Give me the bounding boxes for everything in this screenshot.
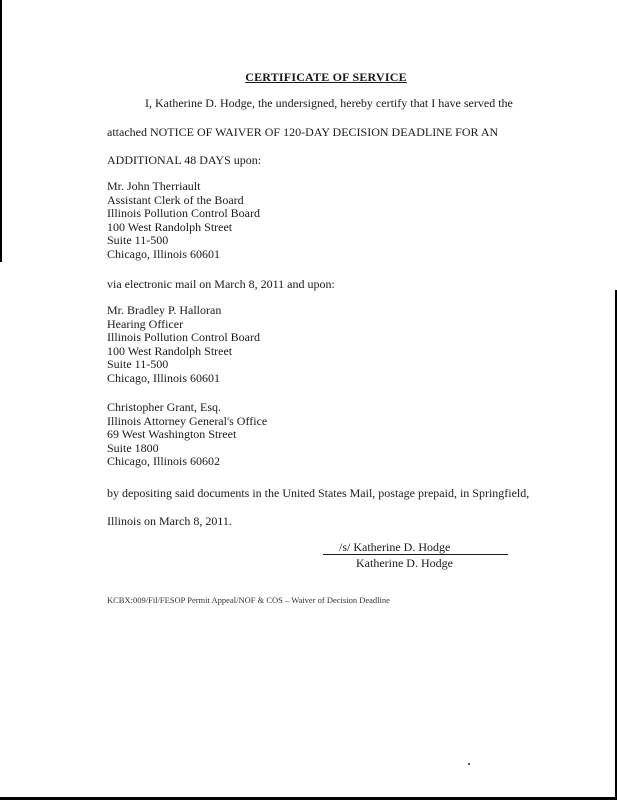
signer-name: Katherine D. Hodge — [356, 556, 453, 570]
address-line: Mr. Bradley P. Halloran — [107, 303, 222, 317]
recipient-address-1 — [107, 180, 260, 262]
address-line: Illinois Pollution Control Board — [107, 330, 261, 345]
address-line: Illinois Attorney General's Office — [107, 413, 268, 428]
address-line: Suite 11-500 — [107, 357, 169, 372]
address-line: Suite 1800 — [107, 440, 159, 455]
address-line: 69 West Washington Street — [107, 427, 237, 442]
address-line: Illinois Pollution Control Board — [107, 206, 261, 221]
recipient-address-3 — [107, 401, 267, 469]
scan-edge-left — [0, 0, 2, 262]
address-line: Assistant Clerk of the Board — [107, 192, 244, 207]
body-line-2: attached NOTICE OF WAIVER OF 120-DAY DECISION DEADLINE FOR AN — [107, 125, 499, 139]
address-line: 100 West Randolph Street — [107, 219, 233, 234]
recipient-address-2 — [107, 304, 260, 386]
closing-line-2: Illinois on March 8, 2011. — [107, 514, 232, 528]
document-footer: KCBX:009/Fil/FESOP Permit Appeal/NOF & COS – Waiver of Decision Deadline — [107, 595, 390, 605]
body-line-1: I, Katherine D. Hodge, the undersigned, hereby certify that I have served the — [145, 96, 513, 110]
document-title: CERTIFICATE OF SERVICE — [245, 70, 407, 84]
closing-line-1: by depositing said documents in the United States Mail, postage prepaid, in Springfield, — [107, 486, 530, 500]
address-line: Mr. John Therriault — [107, 179, 201, 193]
via-line: via electronic mail on March 8, 2011 and upon: — [107, 277, 335, 291]
address-line: Chicago, Illinois 60601 — [107, 370, 220, 385]
address-line: 100 West Randolph Street — [107, 343, 233, 358]
body-line-3: ADDITIONAL 48 DAYS upon: — [107, 153, 262, 167]
address-line: Hearing Officer — [107, 316, 184, 331]
signature-line: /s/ Katherine D. Hodge — [323, 541, 508, 555]
signature-block — [323, 541, 508, 571]
address-line: Suite 11-500 — [107, 233, 169, 248]
address-line: Christopher Grant, Esq. — [107, 400, 221, 414]
scan-speck — [468, 763, 470, 765]
address-line: Chicago, Illinois 60602 — [107, 454, 220, 469]
address-line: Chicago, Illinois 60601 — [107, 246, 220, 261]
